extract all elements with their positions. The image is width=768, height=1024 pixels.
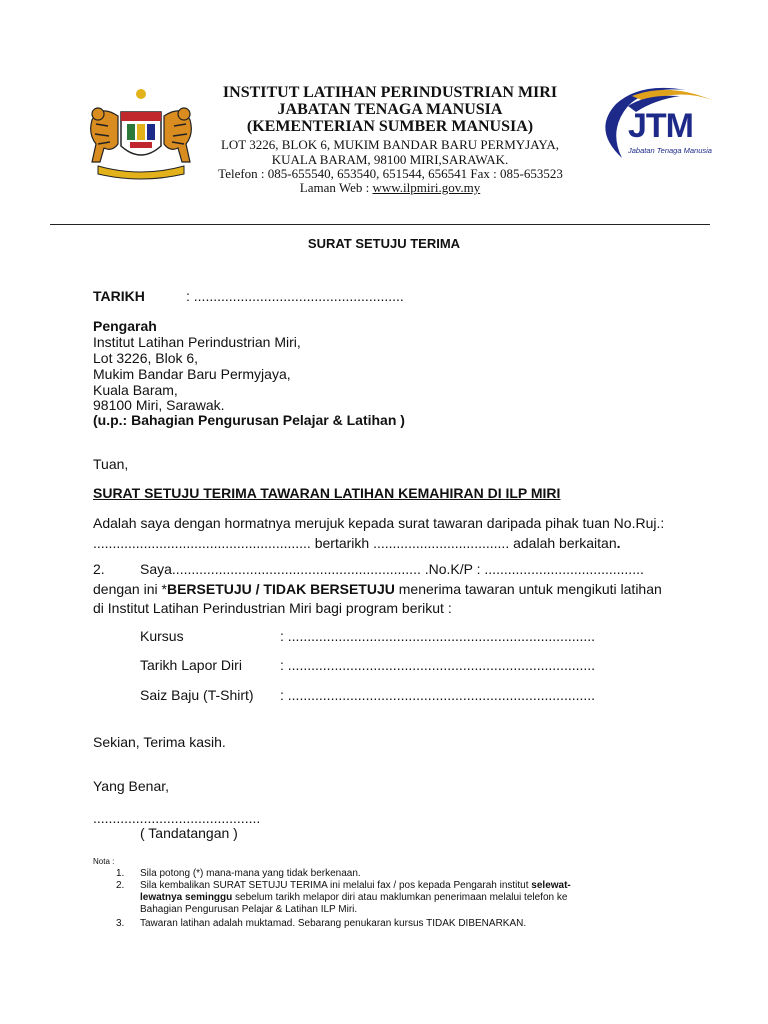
paragraph-2-number: 2.	[93, 561, 105, 577]
report-date-label: Tarikh Lapor Diri	[140, 657, 242, 673]
address-line-2: KUALA BARAM, 98100 MIRI,SARAWAK.	[271, 152, 509, 167]
subject-line: SURAT SETUJU TERIMA TAWARAN LATIHAN KEMAHIRAN DI ILP MIRI	[93, 485, 561, 501]
shirt-size-field: : ...............................................................................	[280, 687, 596, 703]
institute-name: INSTITUT LATIHAN PERINDUSTRIAN MIRI	[222, 84, 558, 101]
paragraph-1-line-2	[93, 535, 621, 552]
note-3-text: Tawaran latihan adalah muktamad. Sebarang penukaran kursus TIDAK DIBENARKAN.	[140, 918, 527, 929]
closing-line: Sekian, Terima kasih.	[93, 734, 226, 750]
note-2-text: Sila kembalikan SURAT SETUJU TERIMA ini melalui fax / pos kepada Pengarah institut	[140, 880, 532, 891]
note-2-line-1	[140, 880, 571, 892]
report-date-field: : ...............................................................................	[280, 657, 596, 673]
reference-fields: ........................................................ bertarikh ................................... adalah berkaitan	[93, 535, 617, 551]
notes-title: Nota :	[93, 857, 115, 866]
jtm-logo	[588, 80, 722, 170]
recipient-line-3: Mukim Bandar Baru Permyjaya,	[93, 366, 291, 382]
header-divider	[50, 224, 710, 225]
website-link[interactable]: www.ilpmiri.gov.my	[372, 180, 481, 195]
course-label: Kursus	[140, 628, 184, 644]
consent-intro: dengan ini *	[93, 581, 167, 597]
signature-label: ( Tandatangan )	[140, 825, 238, 841]
recipient-line-4: Kuala Baram,	[93, 382, 178, 398]
recipient-attention: (u.p.: Bahagian Pengurusan Pelajar & Latihan )	[93, 412, 405, 428]
note-2-instruction: sebelum tarikh melapor diri atau maklumkan penerimaan melalui telefon ke	[232, 892, 568, 903]
jtm-mark: JTM	[628, 107, 693, 145]
note-1-text: Sila potong (*) mana-mana yang tidak berkenaan.	[140, 868, 361, 879]
paragraph-2-line-3: di Institut Latihan Perindustrian Miri bagi program berikut :	[93, 600, 452, 616]
date-label: TARIKH	[93, 288, 145, 304]
recipient-line-5: 98100 Miri, Sarawak.	[93, 397, 225, 413]
jtm-caption: Jabatan Tenaga Manusia	[628, 146, 712, 155]
paragraph-2-line-1: Saya................................................................ .No.K/P : .........................................	[140, 561, 644, 577]
shirt-size-label: Saiz Baju (T-Shirt)	[140, 687, 254, 703]
date-field: : ......................................................	[186, 288, 404, 304]
recipient-title: Pengarah	[93, 318, 157, 334]
consent-choice: BERSETUJU / TIDAK BERSETUJU	[166, 581, 395, 597]
website-label: Laman Web :	[299, 180, 373, 195]
malaysia-coat-of-arms-icon	[78, 82, 204, 182]
note-2-emphasis: selewat-	[531, 880, 571, 891]
note-2-line-3: Bahagian Pengurusan Pelajar & Latihan ILP Miri.	[140, 904, 358, 915]
website-line	[210, 180, 570, 195]
address-line-1: LOT 3226, BLOK 6, MUKIM BANDAR BARU PERMYJAYA,	[220, 137, 560, 152]
consent-rest: menerima tawaran untuk mengikuti latihan	[394, 581, 662, 597]
paragraph-1-line-1: Adalah saya dengan hormatnya merujuk kepada surat tawaran daripada pihak tuan No.Ruj.:	[93, 515, 665, 531]
phone-fax: Telefon : 085-655540, 653540, 651544, 656541 Fax : 085-653523	[218, 166, 563, 181]
recipient-line-2: Lot 3226, Blok 6,	[93, 350, 199, 366]
note-2-deadline: lewatnya seminggu	[140, 892, 233, 903]
paragraph-1-period: .	[616, 535, 621, 551]
note-2-number: 2.	[116, 880, 125, 891]
sign-off: Yang Benar,	[93, 778, 170, 794]
letter-title: SURAT SETUJU TERIMA	[307, 236, 461, 251]
department-name: JABATAN TENAGA MANUSIA	[277, 101, 503, 118]
ministry-name: (KEMENTERIAN SUMBER MANUSIA)	[246, 118, 534, 135]
paragraph-2-line-2	[93, 581, 662, 598]
note-1-number: 1.	[116, 868, 125, 879]
note-2-line-2	[140, 892, 567, 904]
course-field: : ...............................................................................	[280, 628, 596, 644]
recipient-line-1: Institut Latihan Perindustrian Miri,	[93, 334, 301, 350]
signature-line: ...........................................	[93, 810, 261, 826]
salutation: Tuan,	[93, 456, 129, 472]
note-3-number: 3.	[116, 918, 125, 929]
